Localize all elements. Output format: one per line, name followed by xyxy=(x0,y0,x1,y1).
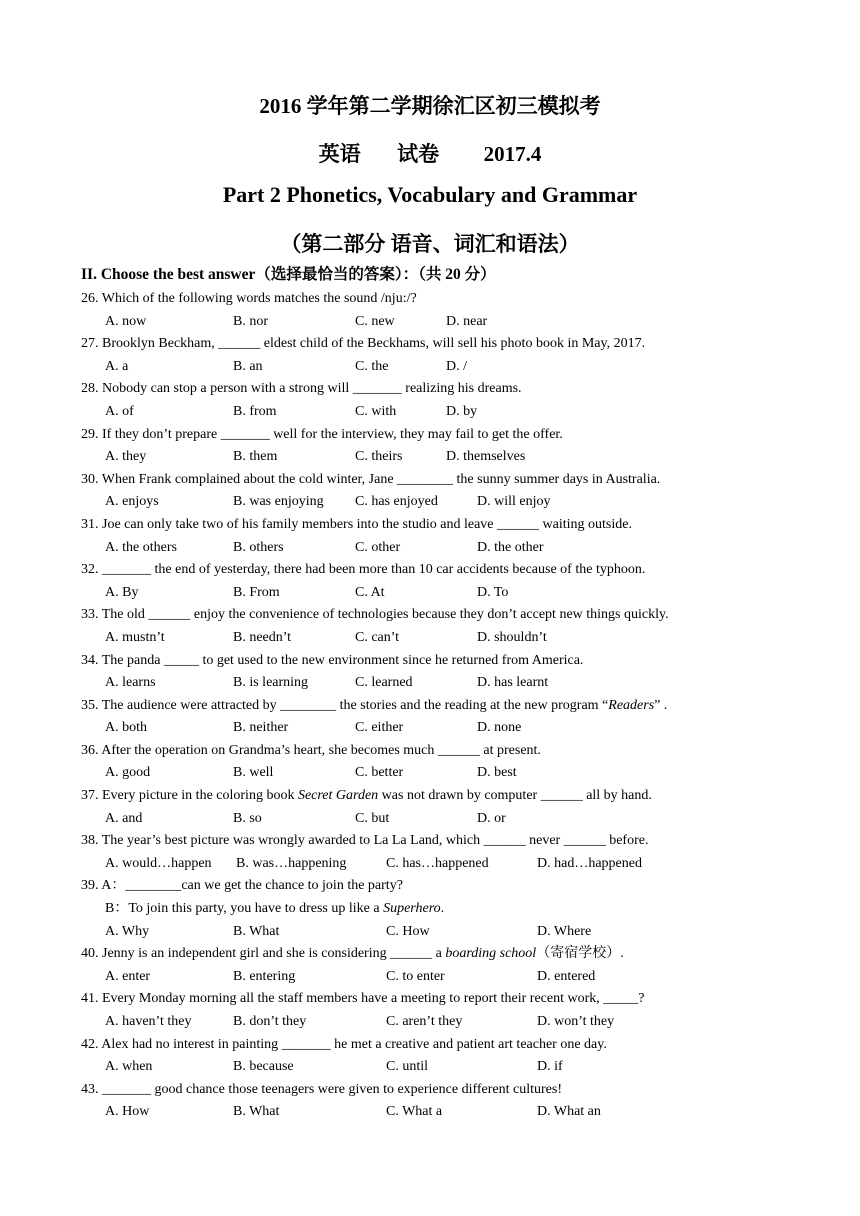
answer-option[interactable]: C. with xyxy=(355,403,397,419)
question-item xyxy=(81,469,781,514)
answer-option[interactable]: D. the other xyxy=(477,539,544,555)
answer-option[interactable]: B. so xyxy=(233,810,262,826)
question-item xyxy=(81,378,781,423)
question-item xyxy=(81,514,781,559)
options-row xyxy=(81,853,781,876)
answer-option[interactable]: C. to enter xyxy=(386,968,445,984)
answer-option[interactable]: D. had…happened xyxy=(537,855,642,871)
answer-option[interactable]: D. if xyxy=(537,1059,563,1075)
answer-option[interactable]: B. was enjoying xyxy=(233,494,324,510)
question-list xyxy=(81,288,781,1124)
subject-label: 英语 xyxy=(318,142,361,166)
answer-option[interactable]: D. or xyxy=(477,810,506,826)
answer-option[interactable]: A. they xyxy=(105,449,147,465)
options-row xyxy=(81,762,781,785)
question-item xyxy=(81,988,781,1033)
answer-option[interactable]: A. mustn’t xyxy=(105,629,165,645)
answer-option[interactable]: C. learned xyxy=(355,675,413,691)
answer-option[interactable]: C. How xyxy=(386,923,430,939)
answer-option[interactable]: C. either xyxy=(355,720,404,736)
question-item xyxy=(81,875,781,943)
question-stem: 32. _______ the end of yesterday, there had been more than 10 car accidents because of the typhoon. xyxy=(81,562,646,578)
options-row xyxy=(81,356,781,379)
answer-option[interactable]: B. well xyxy=(233,765,274,781)
answer-option[interactable]: B. because xyxy=(233,1059,294,1075)
answer-option[interactable]: C. has enjoyed xyxy=(355,494,438,510)
answer-option[interactable]: D. by xyxy=(446,403,478,419)
answer-option[interactable]: D. none xyxy=(477,720,522,736)
answer-option[interactable]: A. Why xyxy=(105,923,150,939)
options-row xyxy=(81,537,781,560)
question-stem: 26. Which of the following words matches the sound /nju:/? xyxy=(81,291,417,306)
answer-option[interactable]: C. theirs xyxy=(355,449,403,465)
answer-option[interactable]: B. entering xyxy=(233,968,296,984)
answer-option[interactable]: C. until xyxy=(386,1059,429,1075)
options-row xyxy=(81,311,781,334)
answer-option[interactable]: D. What an xyxy=(537,1104,601,1120)
question-stem: 33. The old ______ enjoy the convenience of technologies because they don’t accept new things quickly. xyxy=(81,607,669,623)
answer-option[interactable]: A. haven’t they xyxy=(105,1014,192,1029)
answer-option[interactable]: D. Where xyxy=(537,923,592,939)
answer-option[interactable]: D. entered xyxy=(537,968,596,984)
question-item xyxy=(81,559,781,604)
answer-option[interactable]: D. won’t they xyxy=(537,1014,615,1029)
answer-option[interactable]: C. new xyxy=(355,313,395,329)
answer-option[interactable]: A. and xyxy=(105,810,143,826)
options-row xyxy=(81,921,781,944)
exam-subtitle xyxy=(0,138,860,168)
answer-option[interactable]: B. needn’t xyxy=(233,629,292,645)
question-dialogue-line: B：To join this party, you have to dress up like a Superhero. xyxy=(105,901,445,917)
question-stem: 30. When Frank complained about the cold winter, Jane ________ the sunny summer days in Australia. xyxy=(81,471,661,487)
question-stem: 35. The audience were attracted by ________ the stories and the reading at the new program “Readers” . xyxy=(81,697,668,713)
answer-option[interactable]: B. From xyxy=(233,584,280,600)
question-item xyxy=(81,650,781,695)
question-stem: 40. Jenny is an independent girl and she is considering ______ a boarding school（寄宿学校）. xyxy=(81,946,624,962)
question-stem: 43. _______ good chance those teenagers were given to experience different cultures! xyxy=(81,1081,562,1097)
question-item xyxy=(81,288,781,333)
answer-option[interactable]: D. shouldn’t xyxy=(477,629,547,645)
answer-option[interactable]: A. a xyxy=(105,358,129,374)
options-row xyxy=(81,672,781,695)
answer-option[interactable]: A. How xyxy=(105,1104,150,1120)
answer-option[interactable]: B. What xyxy=(233,1104,280,1120)
answer-option[interactable]: A. the others xyxy=(105,539,177,555)
question-item xyxy=(81,333,781,378)
answer-option[interactable]: A. would…happen xyxy=(105,855,212,871)
answer-option[interactable]: B. from xyxy=(233,403,277,419)
question-stem: 36. After the operation on Grandma’s heart, she becomes much ______ at present. xyxy=(81,742,541,758)
answer-option[interactable]: B. What xyxy=(233,923,280,939)
question-stem: 37. Every picture in the coloring book Secret Garden was not drawn by computer ______ all by hand. xyxy=(81,788,652,804)
answer-option[interactable]: A. now xyxy=(105,313,147,329)
answer-option[interactable]: B. nor xyxy=(233,313,268,329)
options-row xyxy=(81,401,781,424)
answer-option[interactable]: B. was…happening xyxy=(236,855,347,871)
answer-option[interactable]: D. best xyxy=(477,765,517,781)
answer-option[interactable]: A. of xyxy=(105,403,134,419)
question-stem: 34. The panda _____ to get used to the new environment since he returned from America. xyxy=(81,652,584,668)
answer-option[interactable]: D. / xyxy=(446,358,467,374)
answer-option[interactable]: C. At xyxy=(355,584,385,600)
answer-option[interactable]: A. enjoys xyxy=(105,494,159,510)
question-stem: 27. Brooklyn Beckham, ______ eldest child of the Beckhams, will sell his photo book in May, 2017. xyxy=(81,336,646,352)
question-stem: 38. The year’s best picture was wrongly awarded to La La Land, which ______ never ______ before. xyxy=(81,833,649,849)
question-item xyxy=(81,424,781,469)
answer-option[interactable]: A. both xyxy=(105,720,147,736)
answer-option[interactable]: C. aren’t they xyxy=(386,1014,463,1029)
question-item xyxy=(81,740,781,785)
answer-option[interactable]: C. other xyxy=(355,539,401,555)
answer-option[interactable]: C. the xyxy=(355,358,389,374)
answer-option[interactable]: A. good xyxy=(105,765,151,781)
answer-option[interactable]: B. an xyxy=(233,358,263,374)
options-row xyxy=(81,1101,781,1124)
paper-label: 试卷 xyxy=(397,142,440,166)
options-row xyxy=(81,627,781,650)
question-item xyxy=(81,695,781,740)
options-row xyxy=(81,491,781,514)
answer-option[interactable]: A. By xyxy=(105,584,139,600)
question-item xyxy=(81,830,781,875)
answer-option[interactable]: B. them xyxy=(233,449,278,465)
answer-option[interactable]: D. near xyxy=(446,313,488,329)
answer-option[interactable]: C. What a xyxy=(386,1104,443,1120)
answer-option[interactable]: C. but xyxy=(355,810,390,826)
question-stem: 28. Nobody can stop a person with a strong will _______ realizing his dreams. xyxy=(81,381,522,397)
answer-option[interactable]: D. will enjoy xyxy=(477,494,551,510)
options-row xyxy=(81,446,781,469)
options-row xyxy=(81,966,781,989)
question-stem: 41. Every Monday morning all the staff members have a meeting to report their recent work, _____? xyxy=(81,991,645,1007)
answer-option[interactable]: C. better xyxy=(355,765,404,781)
exam-date: 2017.4 xyxy=(483,142,542,166)
answer-option[interactable]: D. has learnt xyxy=(477,675,549,691)
options-row xyxy=(81,1011,781,1034)
options-row xyxy=(81,808,781,831)
answer-option[interactable]: D. To xyxy=(477,584,509,600)
options-row xyxy=(81,717,781,740)
exam-title: 2016 学年第二学期徐汇区初三模拟考 xyxy=(259,94,601,118)
question-stem: 39. A：________can we get the chance to join the party? xyxy=(81,878,403,894)
answer-option[interactable]: C. has…happened xyxy=(386,855,489,871)
question-item xyxy=(81,785,781,830)
answer-option[interactable]: A. when xyxy=(105,1059,153,1075)
answer-option[interactable]: B. others xyxy=(233,539,284,555)
answer-option[interactable]: A. enter xyxy=(105,968,151,984)
part-heading: Part 2 Phonetics, Vocabulary and Grammar xyxy=(222,182,638,207)
question-item xyxy=(81,604,781,649)
question-item xyxy=(81,943,781,988)
part-heading-cn: （第二部分 语音、词汇和语法） xyxy=(280,232,580,256)
question-stem: 31. Joe can only take two of his family members into the studio and leave ______ waiting outside. xyxy=(81,516,632,532)
question-item xyxy=(81,1034,781,1079)
section-heading: II. Choose the best answer（选择最恰当的答案）：（共 20 分） xyxy=(81,266,496,283)
options-row xyxy=(81,1056,781,1079)
answer-option[interactable]: A. learns xyxy=(105,675,156,691)
options-row xyxy=(81,582,781,605)
question-stem: 42. Alex had no interest in painting _______ he met a creative and patient art teacher one day. xyxy=(81,1036,607,1052)
answer-option[interactable]: D. themselves xyxy=(446,449,526,465)
answer-option[interactable]: B. neither xyxy=(233,720,289,736)
answer-option[interactable]: C. can’t xyxy=(355,629,400,645)
question-item xyxy=(81,1079,781,1124)
question-stem: 29. If they don’t prepare _______ well for the interview, they may fail to get the offer. xyxy=(81,426,563,442)
answer-option[interactable]: B. don’t they xyxy=(233,1014,307,1029)
answer-option[interactable]: B. is learning xyxy=(233,675,309,691)
